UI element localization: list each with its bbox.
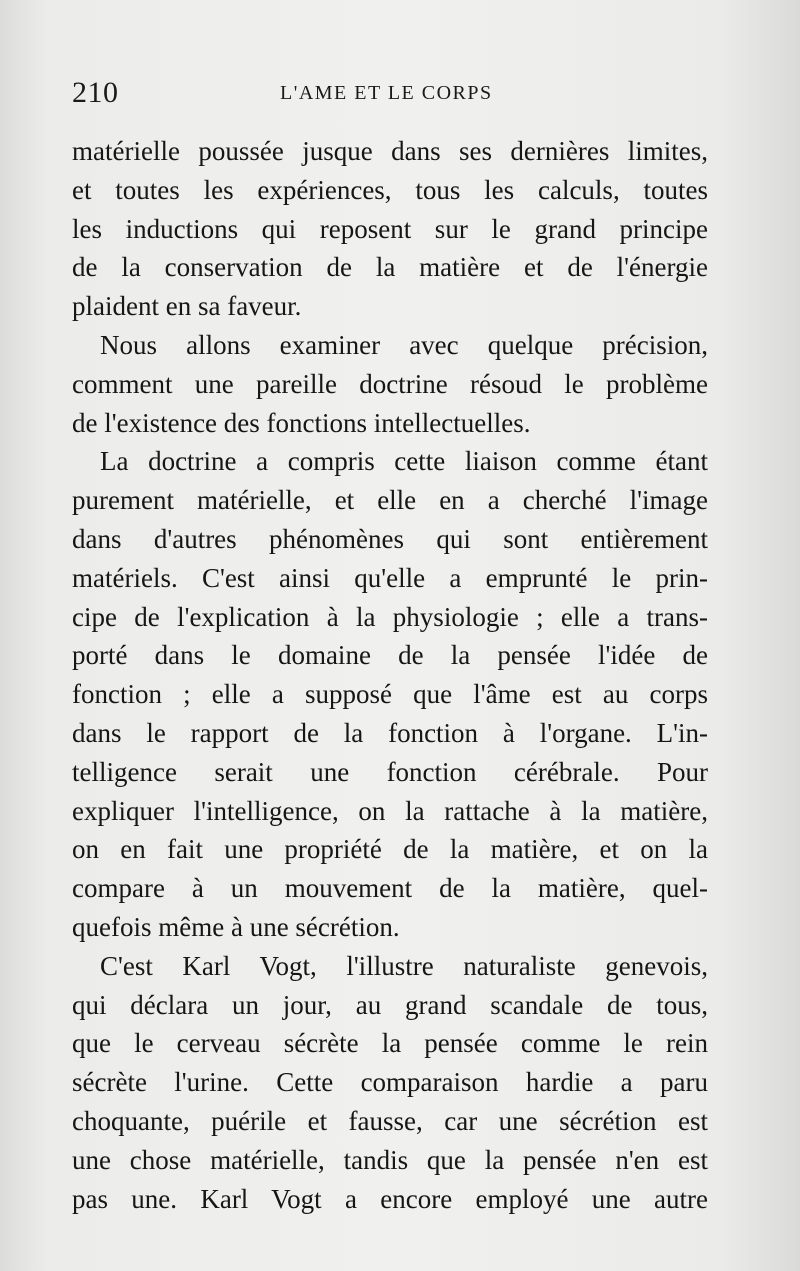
text-line: dans le rapport de la fonction à l'organe. L'in- [72, 717, 708, 748]
page-header [72, 76, 712, 116]
page-number: 210 [72, 76, 119, 109]
text-line: les inductions qui reposent sur le grand principe [72, 213, 708, 244]
text-line: une chose matérielle, tandis que la pensée n'en est [72, 1144, 708, 1175]
running-head: L'AME ET LE CORPS [280, 82, 493, 104]
text-line: matériels. C'est ainsi qu'elle a emprunté le prin- [72, 562, 708, 593]
text-line: C'est Karl Vogt, l'illustre naturaliste genevois, [100, 950, 708, 981]
text-line: qui déclara un jour, au grand scandale de tous, [72, 989, 708, 1020]
text-line: cipe de l'explication à la physiologie ; elle a trans- [72, 601, 708, 632]
text-line: fonction ; elle a supposé que l'âme est au corps [72, 679, 708, 710]
text-line: porté dans le domaine de la pensée l'idée de [72, 640, 708, 671]
text-line: sécrète l'urine. Cette comparaison hardie a paru [72, 1067, 708, 1098]
text-line: Nous allons examiner avec quelque précision, [100, 329, 708, 360]
text-line: choquante, puérile et fausse, car une sécrétion est [72, 1105, 708, 1136]
text-line: et toutes les expériences, tous les calculs, toutes [72, 174, 708, 205]
text-line: que le cerveau sécrète la pensée comme le rein [72, 1028, 708, 1059]
text-line: La doctrine a compris cette liaison comme étant [100, 446, 708, 477]
text-line: de la conservation de la matière et de l'énergie [72, 252, 708, 283]
text-line: on en fait une propriété de la matière, et on la [72, 834, 708, 865]
text-line: purement matérielle, et elle en a cherché l'image [72, 485, 708, 516]
text-line: plaident en sa faveur. [72, 291, 302, 322]
body-text [72, 132, 708, 1218]
text-line: comment une pareille doctrine résoud le problème [72, 368, 708, 399]
text-line: compare à un mouvement de la matière, quel- [72, 873, 708, 904]
text-line: quefois même à une sécrétion. [72, 911, 400, 942]
text-line: matérielle poussée jusque dans ses dernières limites, [72, 136, 708, 166]
text-line: pas une. Karl Vogt a encore employé une autre [72, 1183, 708, 1214]
text-line: de l'existence des fonctions intellectuelles. [72, 407, 531, 438]
text-line: expliquer l'intelligence, on la rattache à la matière, [72, 795, 708, 826]
text-line: telligence serait une fonction cérébrale. Pour [72, 756, 708, 787]
text-line: dans d'autres phénomènes qui sont entièrement [72, 523, 708, 554]
